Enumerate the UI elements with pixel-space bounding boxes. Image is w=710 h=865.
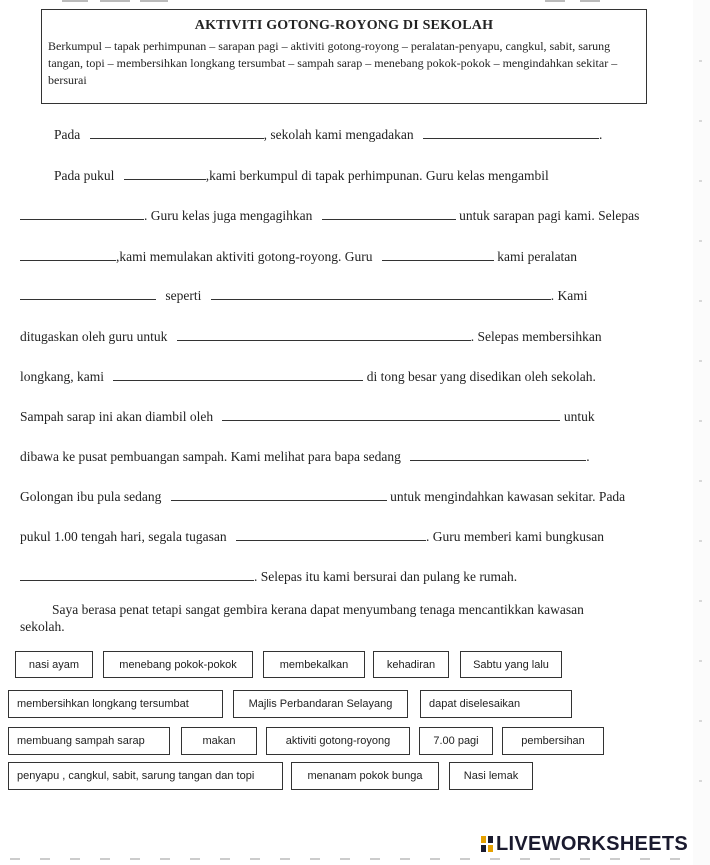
option-chip[interactable]: makan	[181, 727, 257, 755]
blank-7[interactable]	[382, 249, 494, 261]
blank-16[interactable]	[20, 569, 254, 581]
liveworksheets-logo	[480, 832, 688, 856]
blank-6[interactable]	[20, 249, 116, 261]
option-chip[interactable]: dapat diselesaikan	[420, 690, 572, 718]
blank-4[interactable]	[20, 208, 144, 220]
blank-5[interactable]	[322, 208, 456, 220]
blank-2[interactable]	[423, 127, 599, 139]
bottom-dashed-border	[0, 858, 710, 862]
blank-10[interactable]	[177, 329, 471, 341]
option-chip[interactable]: 7.00 pagi	[419, 727, 493, 755]
blank-1[interactable]	[90, 127, 264, 139]
passage-line-11: pukul 1.00 tengah hari, segala tugasan . Guru memberi kami bungkusan	[20, 529, 605, 544]
option-chip[interactable]: Nasi lemak	[449, 762, 533, 790]
word-bank-text: Berkumpul – tapak perhimpunan – sarapan pagi – aktiviti gotong-royong – peralatan-penyapu, cangkul, sabit, sarung tangan, topi – membersihkan longkang tersumbat – sampah sarap – menebang pokok-pokok – mengindahkan sekitar – bersurai	[48, 39, 618, 87]
option-chip[interactable]: membekalkan	[263, 651, 365, 678]
blank-8[interactable]	[20, 288, 156, 300]
blank-12[interactable]	[222, 409, 560, 421]
passage-line-12: . Selepas itu kami bersurai dan pulang ke rumah.	[20, 569, 660, 585]
passage-line-1: Pada , sekolah kami mengadakan .	[54, 127, 603, 142]
top-dashed-border	[0, 0, 710, 3]
liveworksheets-logo-icon	[480, 835, 494, 853]
passage-line-9: dibawa ke pusat pembuangan sampah. Kami melihat para bapa sedang .	[20, 449, 590, 464]
passage-line-5: seperti . Kami	[20, 288, 660, 304]
blank-11[interactable]	[113, 369, 363, 381]
passage-line-2: Pada pukul ,kami berkumpul di tapak perhimpunan. Guru kelas mengambil	[54, 168, 549, 183]
blank-15[interactable]	[236, 529, 426, 541]
right-margin-dots	[693, 0, 710, 865]
option-chip[interactable]: kehadiran	[373, 651, 449, 678]
word-bank-box	[41, 9, 647, 104]
blank-14[interactable]	[171, 489, 387, 501]
blank-3[interactable]	[124, 168, 206, 180]
passage-line-10: Golongan ibu pula sedang untuk mengindahkan kawasan sekitar. Pada	[20, 489, 626, 504]
passage-line-8: Sampah sarap ini akan diambil oleh untuk	[20, 409, 595, 424]
option-chip[interactable]: membersihkan longkang tersumbat	[8, 690, 223, 718]
option-chip[interactable]: Sabtu yang lalu	[460, 651, 562, 678]
option-chip[interactable]: aktiviti gotong-royong	[266, 727, 410, 755]
option-chip[interactable]: nasi ayam	[15, 651, 93, 678]
brand-name: LIVEWORKSHEETS	[496, 832, 688, 855]
blank-13[interactable]	[410, 449, 586, 461]
option-chip[interactable]: menebang pokok-pokok	[103, 651, 253, 678]
option-chip[interactable]: membuang sampah sarap	[8, 727, 170, 755]
passage-line-4: ,kami memulakan aktiviti gotong-royong. Guru kami peralatan	[20, 249, 660, 265]
option-chip[interactable]: menanam pokok bunga	[291, 762, 439, 790]
worksheet-title: AKTIVITI GOTONG-ROYONG DI SEKOLAH	[194, 18, 494, 33]
closing-paragraph: Saya berasa penat tetapi sangat gembira kerana dapat menyumbang tenaga mencantikkan kawasan sekolah.	[20, 602, 584, 634]
passage-line-6: ditugaskan oleh guru untuk . Selepas membersihkan	[20, 329, 602, 344]
option-chip[interactable]: Majlis Perbandaran Selayang	[233, 690, 408, 718]
option-chip[interactable]: penyapu , cangkul, sabit, sarung tangan dan topi	[8, 762, 283, 790]
option-chip[interactable]: pembersihan	[502, 727, 604, 755]
passage-line-7: longkang, kami di tong besar yang disedikan oleh sekolah.	[20, 369, 596, 384]
blank-9[interactable]	[211, 288, 551, 300]
passage-line-3: . Guru kelas juga mengagihkan untuk sarapan pagi kami. Selepas	[20, 208, 660, 224]
